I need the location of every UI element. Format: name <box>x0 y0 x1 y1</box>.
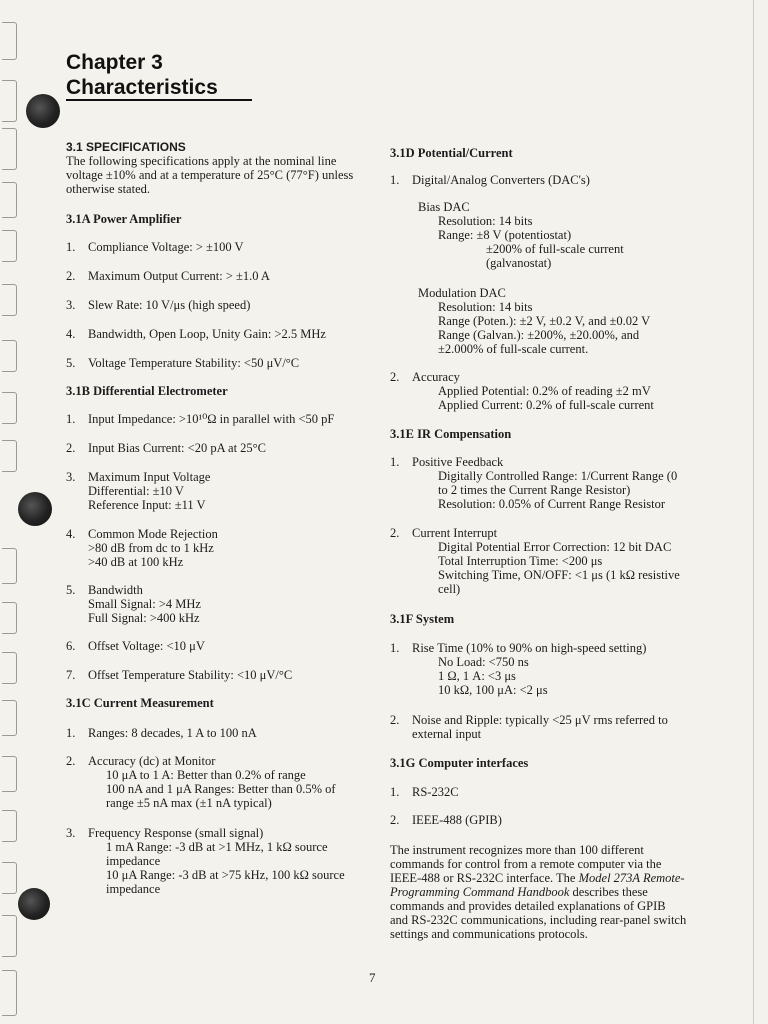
punch-hole <box>26 94 60 128</box>
paragraph-line: commands for control from a remote computer via the <box>390 857 662 871</box>
item-number: 2. <box>66 441 76 455</box>
paragraph-text: IEEE-488 or RS-232C interface. The <box>390 871 579 885</box>
item-number: 1. <box>66 412 76 426</box>
item-number: 2. <box>390 526 400 540</box>
binder-tab-mark <box>2 700 17 736</box>
spec-text: Bandwidth, Open Loop, Unity Gain: >2.5 MHz <box>88 327 326 341</box>
spec-text: Compliance Voltage: > ±100 V <box>88 240 244 254</box>
spec-subitem: Modulation DAC <box>418 286 506 300</box>
binder-tab-mark <box>2 22 17 60</box>
binder-tab-mark <box>2 182 17 218</box>
spec-text: Rise Time (10% to 90% on high-speed setting) <box>412 641 647 655</box>
spec-text: Ranges: 8 decades, 1 A to 100 nA <box>88 726 257 740</box>
page-edge <box>753 0 764 1024</box>
spec-subitem: >80 dB from dc to 1 kHz <box>88 541 214 555</box>
spec-text: Current Interrupt <box>412 526 498 540</box>
spec-subitem: 10 μA to 1 A: Better than 0.2% of range <box>106 768 306 782</box>
spec-subitem: cell) <box>438 582 461 596</box>
spec-item <box>66 356 299 370</box>
item-number: 1. <box>390 785 400 799</box>
spec-item <box>66 726 257 740</box>
item-number: 2. <box>66 754 76 768</box>
spec-item <box>66 668 292 682</box>
spec-subitem: impedance <box>106 882 161 896</box>
item-number: 4. <box>66 327 76 341</box>
spec-subitem: 10 μA Range: -3 dB at >75 kHz, 100 kΩ source <box>106 868 345 882</box>
section-heading-current-measurement: 3.1C Current Measurement <box>66 696 214 710</box>
item-number: 1. <box>390 455 400 469</box>
spec-text: Digital/Analog Converters (DAC's) <box>412 173 590 187</box>
page-number: 7 <box>369 970 376 985</box>
binder-tab-mark <box>2 284 17 316</box>
paragraph-line <box>390 885 648 899</box>
section-heading-system: 3.1F System <box>390 612 455 626</box>
spec-subitem: Range (Poten.): ±2 V, ±0.2 V, and ±0.02 V <box>438 314 651 328</box>
spec-text: Voltage Temperature Stability: <50 μV/°C <box>88 356 300 370</box>
spec-item <box>390 641 646 655</box>
spec-subitem: 1 Ω, 1 A: <3 μs <box>438 669 516 683</box>
spec-item <box>66 639 205 653</box>
section-heading-potential-current: 3.1D Potential/Current <box>390 146 513 160</box>
spec-text: Maximum Output Current: > ±1.0 A <box>88 269 270 283</box>
spec-text: Offset Voltage: <10 μV <box>88 639 205 653</box>
section-heading-specifications: 3.1 SPECIFICATIONS <box>66 140 186 154</box>
binder-tab-mark <box>2 970 17 1016</box>
spec-item <box>66 240 244 254</box>
handbook-title: Programming Command Handbook <box>390 885 570 899</box>
paragraph-line: and RS-232C communications, including rear-panel switch <box>390 913 687 927</box>
item-number: 1. <box>66 240 76 254</box>
binder-tab-mark <box>2 80 17 122</box>
section-heading-ir-compensation: 3.1E IR Compensation <box>390 427 512 441</box>
spec-item <box>66 269 270 283</box>
item-number: 2. <box>390 370 400 384</box>
spec-item <box>66 298 250 312</box>
spec-item <box>390 785 459 799</box>
spec-item <box>66 441 266 455</box>
item-number: 3. <box>66 826 76 840</box>
binder-tab-mark <box>2 340 17 372</box>
section-heading-electrometer: 3.1B Differential Electrometer <box>66 384 228 398</box>
spec-item <box>390 813 502 827</box>
spec-subitem: 1 mA Range: -3 dB at >1 MHz, 1 kΩ source <box>106 840 328 854</box>
paragraph-line: The instrument recognizes more than 100 different <box>390 843 644 857</box>
spec-subitem: ±200% of full-scale current <box>486 242 624 256</box>
spec-text: Common Mode Rejection <box>88 527 218 541</box>
spec-item <box>66 754 215 768</box>
binder-tab-mark <box>2 392 17 424</box>
spec-item <box>66 412 334 426</box>
item-number: 1. <box>390 641 400 655</box>
binder-tab-mark <box>2 862 17 894</box>
spec-item <box>390 173 590 187</box>
binder-tab-mark <box>2 652 17 684</box>
chapter-title: Characteristics <box>66 76 218 99</box>
spec-subitem: 10 kΩ, 100 μA: <2 μs <box>438 683 548 697</box>
paragraph-line: The following specifications apply at the nominal line <box>66 154 337 168</box>
item-number: 1. <box>390 173 400 187</box>
section-heading-computer-interfaces: 3.1G Computer interfaces <box>390 756 529 770</box>
punch-hole <box>18 888 50 920</box>
section-heading-power-amplifier: 3.1A Power Amplifier <box>66 212 182 226</box>
item-number: 2. <box>390 813 400 827</box>
paragraph-line <box>390 871 685 885</box>
binder-tab-mark <box>2 548 17 584</box>
handbook-title: Model 273A Remote- <box>578 871 685 885</box>
spec-subitem: external input <box>412 727 482 741</box>
item-number: 5. <box>66 356 76 370</box>
spec-item <box>390 370 460 384</box>
spec-subitem: Range: ±8 V (potentiostat) <box>438 228 572 242</box>
binder-tab-mark <box>2 230 17 262</box>
binder-tab-mark <box>2 128 17 170</box>
spec-subitem: Reference Input: ±11 V <box>88 498 206 512</box>
spec-item <box>390 455 503 469</box>
spec-subitem: Digitally Controlled Range: 1/Current Range (0 <box>438 469 678 483</box>
spec-subitem: Resolution: 14 bits <box>438 300 533 314</box>
item-number: 3. <box>66 298 76 312</box>
paragraph-line: settings and communications protocols. <box>390 927 588 941</box>
item-number: 5. <box>66 583 76 597</box>
spec-item <box>66 826 263 840</box>
spec-subitem: Bias DAC <box>418 200 470 214</box>
spec-text: Input Bias Current: <20 pA at 25°C <box>88 441 267 455</box>
spec-subitem: Resolution: 0.05% of Current Range Resistor <box>438 497 666 511</box>
spec-subitem: Total Interruption Time: <200 μs <box>438 554 603 568</box>
item-number: 3. <box>66 470 76 484</box>
spec-text: Input Impedance: >10¹⁰Ω in parallel with <50 pF <box>88 412 335 426</box>
binder-tab-mark <box>2 915 17 957</box>
chapter-heading <box>66 50 218 100</box>
spec-subitem: (galvanostat) <box>486 256 552 270</box>
spec-subitem: Full Signal: >400 kHz <box>88 611 200 625</box>
spec-text: Frequency Response (small signal) <box>88 826 264 840</box>
spec-item <box>390 526 497 540</box>
paragraph-line: voltage ±10% and at a temperature of 25°C (77°F) unless <box>66 168 354 182</box>
spec-item <box>66 583 143 597</box>
spec-subitem: Applied Current: 0.2% of full-scale current <box>438 398 654 412</box>
spec-subitem: impedance <box>106 854 161 868</box>
spec-item <box>66 327 326 341</box>
spec-item <box>390 713 668 727</box>
spec-subitem: Digital Potential Error Correction: 12 bit DAC <box>438 540 672 554</box>
item-number: 7. <box>66 668 76 682</box>
paragraph-text: describes these <box>569 885 648 899</box>
spec-text: Slew Rate: 10 V/μs (high speed) <box>88 298 251 312</box>
spec-subitem: Switching Time, ON/OFF: <1 μs (1 kΩ resistive <box>438 568 680 582</box>
chapter-number: Chapter 3 <box>66 51 163 74</box>
paragraph-line: commands and provides detailed explanations of GPIB <box>390 899 666 913</box>
spec-text: Maximum Input Voltage <box>88 470 211 484</box>
item-number: 4. <box>66 527 76 541</box>
spec-text: Bandwidth <box>88 583 143 597</box>
spec-subitem: >40 dB at 100 kHz <box>88 555 184 569</box>
spec-text: Accuracy (dc) at Monitor <box>88 754 216 768</box>
paragraph-line: otherwise stated. <box>66 182 151 196</box>
spec-subitem: Range (Galvan.): ±200%, ±20.00%, and <box>438 328 640 342</box>
binder-tab-mark <box>2 810 17 842</box>
spec-subitem: Differential: ±10 V <box>88 484 184 498</box>
spec-text: IEEE-488 (GPIB) <box>412 813 502 827</box>
item-number: 6. <box>66 639 76 653</box>
spec-text: Noise and Ripple: typically <25 μV rms referred to <box>412 713 668 727</box>
item-number: 1. <box>66 726 76 740</box>
spec-text: Offset Temperature Stability: <10 μV/°C <box>88 668 293 682</box>
spec-text: Positive Feedback <box>412 455 504 469</box>
item-number: 2. <box>390 713 400 727</box>
spec-subitem: No Load: <750 ns <box>438 655 529 669</box>
spec-text: Accuracy <box>412 370 460 384</box>
spec-subitem: Applied Potential: 0.2% of reading ±2 mV <box>438 384 651 398</box>
spec-subitem: to 2 times the Current Range Resistor) <box>438 483 631 497</box>
item-number: 2. <box>66 269 76 283</box>
heading-rule <box>66 99 252 101</box>
spec-subitem: ±2.000% of full-scale current. <box>438 342 589 356</box>
spec-item <box>66 527 218 541</box>
binder-tab-mark <box>2 756 17 792</box>
punch-hole <box>18 492 52 526</box>
spec-subitem: 100 nA and 1 μA Ranges: Better than 0.5% of <box>106 782 336 796</box>
spec-subitem: range ±5 nA max (±1 nA typical) <box>106 796 272 810</box>
spec-subitem: Small Signal: >4 MHz <box>88 597 201 611</box>
binder-tab-mark <box>2 440 17 472</box>
binder-tab-mark <box>2 602 17 634</box>
spec-text: RS-232C <box>412 785 459 799</box>
spec-subitem: Resolution: 14 bits <box>438 214 533 228</box>
spec-item <box>66 470 210 484</box>
